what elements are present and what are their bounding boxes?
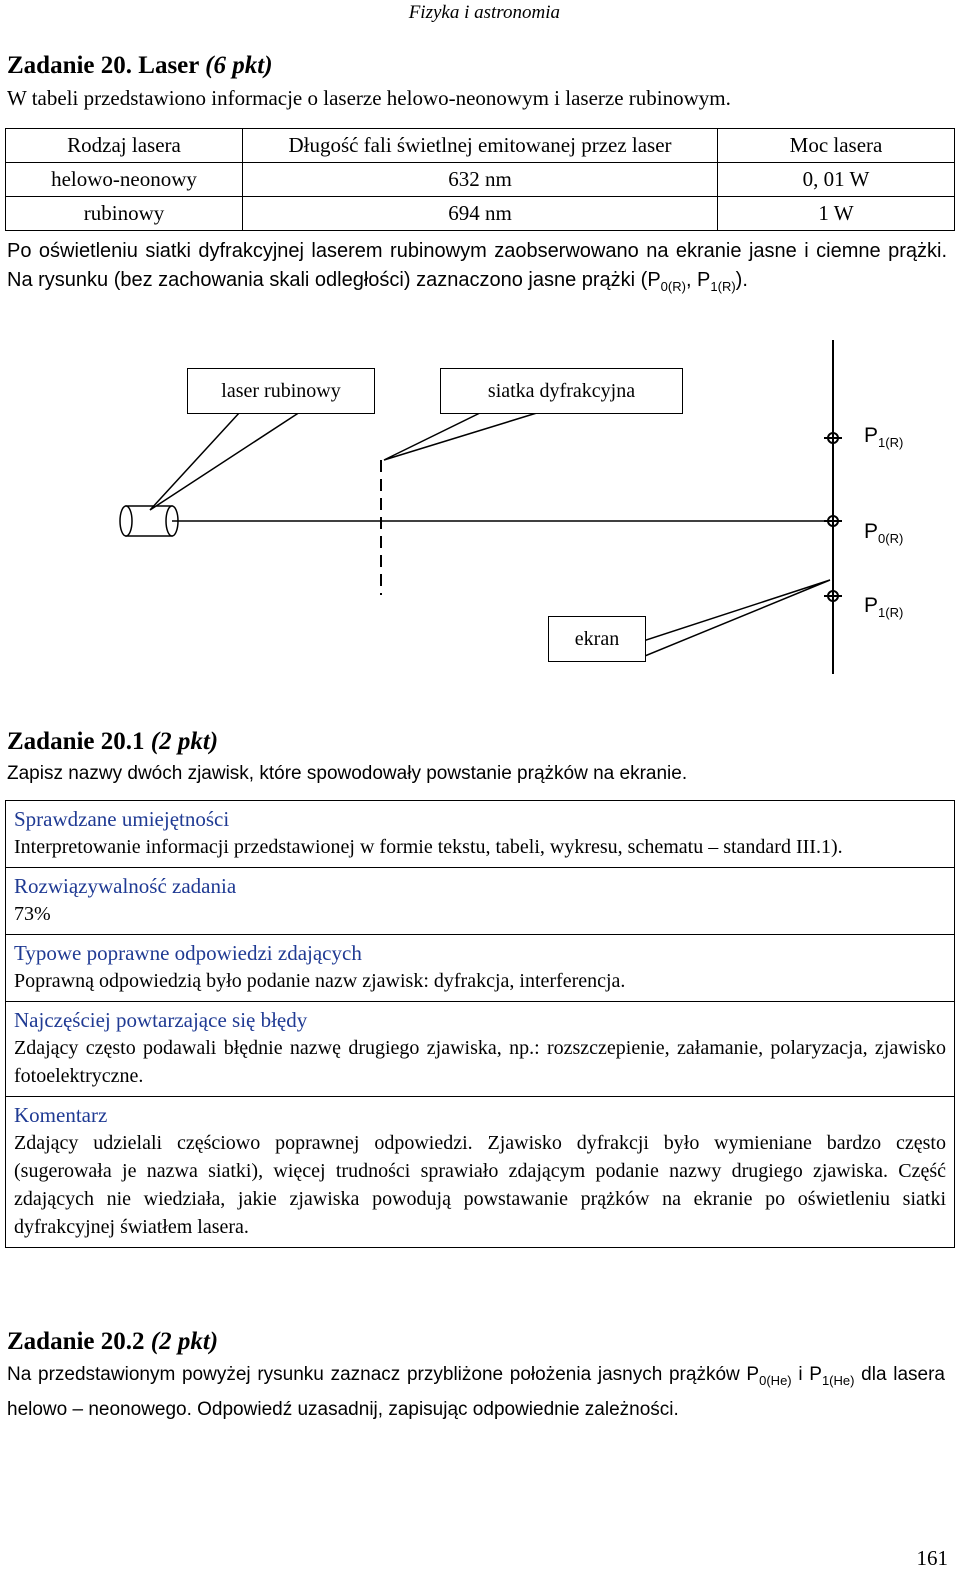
subtask2-points: (2 pkt): [150, 1328, 219, 1355]
subtask2-text-c: dla lasera helowo – neonowego. Odpowiedź uzasadnij, zapisując odpowiednie zależności.: [7, 1364, 945, 1420]
table-cell: helowo-neonowy: [6, 163, 243, 197]
stripe-label-main: P: [864, 520, 879, 543]
errors-text: Zdający często podawali błędnie nazwę drugiego zjawiska, np.: rozszczepienie, załamanie, polaryzacja, zjawisko fotoelektryczne.: [14, 1037, 946, 1087]
description-text: Po oświetleniu siatki dyfrakcyjnej laserem rubinowym zaobserwowano na ekranie jasne i ciemne prążki. Na rysunku (bez zachowania skali odległości) zaznaczono jasne prążki (P: [7, 240, 947, 291]
stripe-label-sub: 1(R): [878, 605, 904, 621]
subtask2-title: [7, 1328, 218, 1356]
table-header-cell: Długość fali świetlnej emitowanej przez laser: [243, 129, 718, 163]
page-number: 161: [916, 1546, 948, 1570]
errors-title: Najczęściej powtarzające się błędy: [14, 1008, 308, 1032]
stripe-marker-icon: [824, 512, 842, 530]
subtask1-text: Zapisz nazwy dwóch zjawisk, które spowodowały powstanie prążków na ekranie.: [7, 763, 688, 784]
info-box: [5, 800, 955, 1248]
skills-title: Sprawdzane umiejętności: [14, 807, 230, 831]
subtask2-sub: 1(He): [821, 1372, 855, 1388]
screen-label: ekran: [548, 616, 646, 662]
typical-answers-text: Poprawną odpowiedzią było podanie nazw zjawisk: dyfrakcja, interferencja.: [14, 970, 626, 992]
stripe-label-main: P: [864, 424, 879, 447]
subtask1-points: (2 pkt): [150, 728, 219, 755]
solvability-value: 73%: [14, 903, 51, 925]
grating-label: siatka dyfrakcyjna: [440, 368, 683, 414]
stripe-label-main: P: [864, 594, 879, 617]
stripe-label-p1-bottom: [864, 594, 903, 620]
table-row: [6, 197, 955, 231]
task-title: [7, 52, 273, 80]
task-intro: W tabeli przedstawiono informacje o laserze helowo-neonowym i laserze rubinowym.: [7, 86, 731, 110]
stripe-label-sub: 1(R): [878, 435, 904, 451]
typical-answers-title: Typowe poprawne odpowiedzi zdających: [14, 941, 362, 965]
comment-text: Zdający udzielali częściowo poprawnej odpowiedzi. Zjawisko dyfrakcji było wymieniane bardzo często (sugerowała je nazwa siatki), więcej trudności sprawiało zdającym podanie nazwy drugiego zjawiska. Część zdających nie wiedziała, jakie zjawiska powodują powstawanie prążków na ekranie po oświetleniu siatki dyfrakcyjnej światłem lasera.: [14, 1132, 946, 1238]
comment-title: Komentarz: [14, 1103, 108, 1127]
table-header-cell: Moc lasera: [718, 129, 955, 163]
table-header-row: [6, 129, 955, 163]
laser-label: laser rubinowy: [187, 368, 375, 414]
subtask1-title-text: Zadanie 20.1: [7, 728, 151, 755]
stripe-label-p0: [864, 520, 903, 546]
page-header: Fizyka i astronomia: [408, 2, 560, 23]
skills-section: [6, 801, 954, 868]
laser-table: [5, 128, 955, 231]
table-cell: 1 W: [718, 197, 955, 231]
grating-callout-tail: [384, 412, 540, 460]
screen-callout-tail: [640, 580, 830, 658]
description-sub: 1(R): [710, 279, 736, 294]
table-cell: rubinowy: [6, 197, 243, 231]
stripe-label-p1-top: [864, 424, 903, 450]
stripe-marker-icon: [824, 429, 842, 447]
description-mid: , P: [685, 269, 711, 291]
solvability-title: Rozwiązywalność zadania: [14, 874, 237, 898]
table-header-cell: Rodzaj lasera: [6, 129, 243, 163]
solvability-section: [6, 868, 954, 935]
laser-icon: [120, 506, 178, 536]
stripe-marker-icon: [824, 587, 842, 605]
table-row: [6, 163, 955, 197]
description-paragraph: [7, 237, 947, 301]
errors-section: [6, 1002, 954, 1097]
subtask2-title-text: Zadanie 20.2: [7, 1328, 151, 1355]
subtask2-sub: 0(He): [759, 1372, 792, 1388]
subtask1-title: [7, 728, 218, 756]
table-cell: 0, 01 W: [718, 163, 955, 197]
subtask2-text-b: i P: [791, 1364, 822, 1385]
typical-answers-section: [6, 935, 954, 1002]
description-end: ).: [735, 269, 748, 291]
task-points: (6 pkt): [205, 52, 273, 79]
subtask2-text: [7, 1360, 945, 1424]
description-sub: 0(R): [660, 279, 686, 294]
laser-callout-tail: [150, 412, 300, 510]
skills-text: Interpretowanie informacji przedstawionej w formie tekstu, tabeli, wykresu, schematu – standard III.1).: [14, 836, 843, 858]
stripe-label-sub: 0(R): [878, 531, 904, 547]
table-cell: 632 nm: [243, 163, 718, 197]
subtask2-text-a: Na przedstawionym powyżej rysunku zaznacz przybliżone położenia jasnych prążków P: [7, 1364, 760, 1385]
comment-section: [6, 1097, 954, 1247]
table-cell: 694 nm: [243, 197, 718, 231]
task-title-text: Zadanie 20. Laser: [7, 52, 206, 79]
